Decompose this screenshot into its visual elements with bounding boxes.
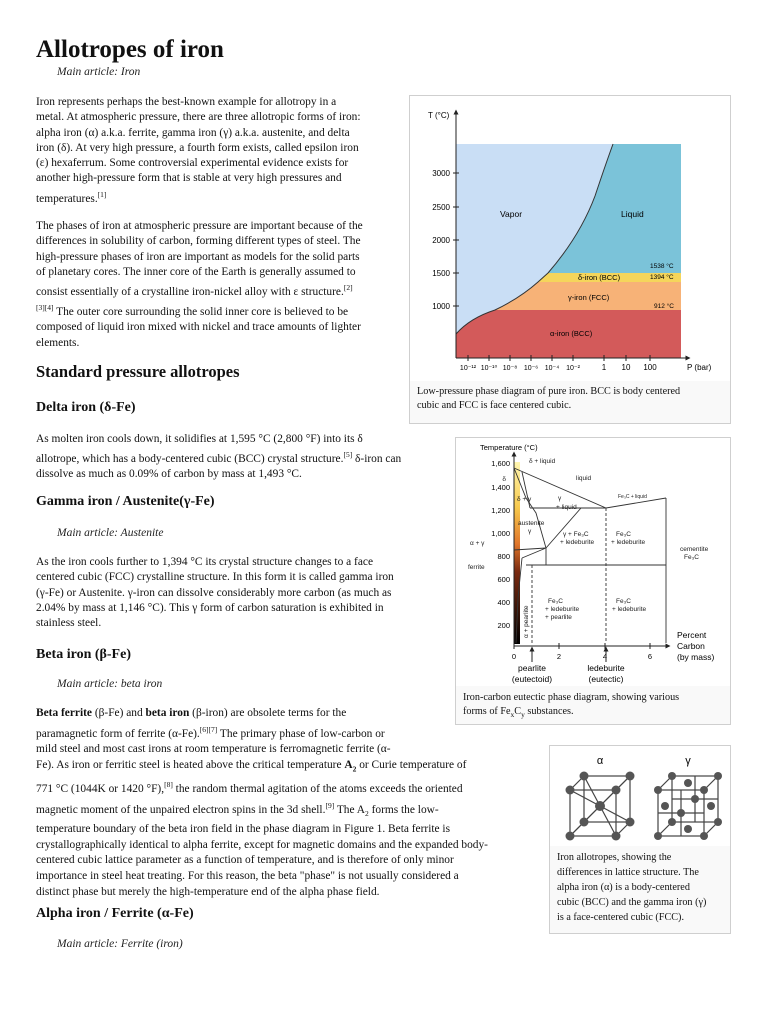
text-line: of planetary cores. The inner core of the Earth is generally assumed to bbox=[36, 265, 356, 278]
beta-paragraph bbox=[36, 706, 536, 901]
text-line: crystallographically identical to alpha ferrite, except for magnetic domains and the expanded body- bbox=[36, 838, 488, 851]
text-line: elements. bbox=[36, 336, 80, 349]
text-line: magnetic moment of the unpaired electron spins in the 3d shell. bbox=[36, 803, 326, 816]
figure-caption bbox=[463, 691, 725, 722]
austenite-label: austenite bbox=[518, 520, 545, 527]
caption-line: Iron-carbon eutectic phase diagram, showing various bbox=[463, 692, 680, 703]
reference-link[interactable]: [8] bbox=[164, 780, 173, 790]
y-tick-label: 1500 bbox=[432, 269, 450, 278]
y-tick-label: 1,200 bbox=[491, 506, 510, 515]
bold-term: Beta ferrite bbox=[36, 707, 92, 719]
alpha-lattice-label: α bbox=[596, 755, 604, 767]
delta-paragraph bbox=[36, 432, 416, 483]
alpha-heading: Alpha iron / Ferrite (α-Fe) bbox=[36, 906, 194, 921]
delta-iron-label: δ-iron (BCC) bbox=[578, 273, 621, 282]
iron-carbon-phase-diagram[interactable] bbox=[456, 438, 730, 686]
x-axis-title: Percent bbox=[677, 630, 707, 640]
y-tick-label: 200 bbox=[497, 621, 510, 630]
vapor-label: Vapor bbox=[500, 209, 523, 219]
text-line: As molten iron cools down, it solidifies at 1,595 °C (2,800 °F) into its δ bbox=[36, 433, 363, 445]
page-title: Allotropes of iron bbox=[36, 36, 224, 63]
main-article-iron[interactable]: Main article: Iron bbox=[57, 66, 141, 78]
y-tick-label: 1,000 bbox=[491, 529, 510, 538]
text-line: The phases of iron at atmospheric pressure are important because of the bbox=[36, 220, 363, 232]
y-tick-label: 1000 bbox=[432, 302, 450, 311]
text-line: (ε) hexaferrum. Some controversial experimental evidence exists for bbox=[36, 157, 349, 170]
text-line: or Curie temperature of bbox=[356, 759, 467, 772]
text-line: differences in solubility of carbon, forming different types of steel. The bbox=[36, 235, 361, 248]
beta-heading: Beta iron (β-Fe) bbox=[36, 647, 131, 662]
text-line: temperatures. bbox=[36, 192, 98, 205]
x-tick-label: 10⁻² bbox=[566, 365, 580, 372]
cementite-label: cementite bbox=[680, 546, 709, 553]
text-line: 771 °C (1044K or 1420 °F), bbox=[36, 783, 165, 796]
ledeburite-label: ledeburite bbox=[587, 663, 625, 673]
gamma-liquid-label: γ bbox=[558, 495, 562, 502]
section-heading-standard: Standard pressure allotropes bbox=[36, 362, 240, 381]
alpha-gamma-label: α + γ bbox=[470, 540, 485, 547]
fe3c-ledeburite-label: Fe₃C bbox=[616, 531, 631, 538]
figure-pure-iron-phase-diagram bbox=[409, 95, 731, 424]
text-line: metal. At atmospheric pressure, there are three allotropic forms of iron: bbox=[36, 111, 361, 124]
text-line: importance in steel heat treating. For this reason, the beta "phase" is not usually considered a bbox=[36, 870, 459, 883]
alpha-iron-label: α-iron (BCC) bbox=[550, 329, 593, 338]
gamma-lattice-label: γ bbox=[685, 755, 691, 767]
text-line: centered cubic (FCC) crystalline structure. In this form it is called gamma iron bbox=[36, 571, 394, 584]
x-tick-label: 0 bbox=[511, 652, 517, 661]
gamma-heading: Gamma iron / Austenite(γ-Fe) bbox=[36, 494, 215, 509]
fe3c-ledeburite-pearlite-label: Fe₃C bbox=[548, 598, 563, 605]
text-line: the random thermal agitation of the atoms exceeds the oriented bbox=[172, 783, 463, 796]
x-tick-label: 100 bbox=[643, 363, 657, 372]
text-line: The A bbox=[334, 803, 365, 816]
text-line: distinct phase but merely the high-temperature end of the alpha phase field. bbox=[36, 885, 380, 898]
text-line: The primary phase of low-carbon or bbox=[217, 727, 385, 740]
fe3c-ledeburite-label-lower: Fe₃C bbox=[616, 598, 631, 605]
text-line: another high-pressure form that is stable at very high pressures and bbox=[36, 172, 342, 185]
main-article-ferrite[interactable]: Main article: Ferrite (iron) bbox=[57, 938, 183, 950]
pearlite-label: pearlite bbox=[518, 663, 546, 673]
lattice-illustration[interactable] bbox=[550, 746, 730, 846]
text-line: iron (δ). At very high pressure, a fourth form exists, called epsilon iron bbox=[36, 141, 359, 154]
y-tick-label: 800 bbox=[497, 552, 510, 561]
x-tick-label: 10⁻⁸ bbox=[502, 365, 518, 372]
text-line: paramagnetic form of ferrite (α-Fe). bbox=[36, 727, 200, 740]
y-tick-label: 2000 bbox=[432, 236, 450, 245]
reference-link[interactable]: [1] bbox=[97, 189, 107, 199]
caption-line: substances. bbox=[524, 706, 574, 717]
text-line: As the iron cools further to 1,394 °C its crystal structure changes to a face bbox=[36, 556, 374, 568]
text-line: mild steel and most cast irons at room temperature is ferromagnetic ferrite (α- bbox=[36, 743, 391, 756]
gamma-paragraph bbox=[36, 555, 436, 631]
text-line: composed of liquid iron mixed with nickel and trace amounts of lighter bbox=[36, 321, 361, 334]
critical-temp-symbol: A bbox=[344, 759, 353, 772]
temp-label-1394: 1394 °C bbox=[650, 274, 674, 281]
x-tick-label: 4 bbox=[602, 652, 608, 661]
reference-link[interactable]: [6][7] bbox=[199, 724, 218, 734]
intro-paragraph-2 bbox=[36, 219, 406, 351]
reference-link[interactable]: [5] bbox=[343, 450, 353, 460]
liquid-label: Liquid bbox=[621, 209, 644, 219]
delta-heading: Delta iron (δ-Fe) bbox=[36, 400, 136, 415]
figure-caption bbox=[417, 385, 722, 413]
subscript: 2 bbox=[365, 808, 369, 818]
text-line: stainless steel. bbox=[36, 617, 102, 630]
main-article-austenite[interactable]: Main article: Austenite bbox=[57, 527, 164, 539]
y-tick-label: 1,600 bbox=[491, 459, 510, 468]
caption-line: cubic (BCC) and the gamma iron (γ) bbox=[557, 897, 707, 908]
subscript: x bbox=[510, 710, 515, 720]
x-tick-label: 10 bbox=[621, 363, 631, 372]
y-tick-label: 2500 bbox=[432, 203, 450, 212]
text-line: (β-iron) are obsolete terms for the bbox=[189, 707, 347, 719]
caption-line: is a face-centered cubic (FCC). bbox=[557, 912, 685, 923]
liquid-label: liquid bbox=[576, 475, 592, 482]
intro-paragraph-1 bbox=[36, 95, 406, 207]
subscript: y bbox=[521, 710, 525, 720]
text-line: temperature boundary of the beta iron field in the phase diagram in Figure 1. Beta ferrite is bbox=[36, 822, 451, 835]
y-axis-title: Temperature (°C) bbox=[480, 443, 538, 452]
y-axis-title: T (°C) bbox=[428, 111, 450, 120]
temp-label-912: 912 °C bbox=[654, 303, 674, 310]
y-tick-label: 1,400 bbox=[491, 483, 510, 492]
y-tick-label: 400 bbox=[497, 598, 510, 607]
x-axis-title: (by mass) bbox=[677, 652, 715, 662]
text-line: (γ-Fe) or Austenite. γ-iron can dissolve considerably more carbon (as much as bbox=[36, 586, 392, 599]
text-line: Fe). As iron or ferritic steel is heated above the critical temperature bbox=[36, 759, 345, 772]
text-line: allotrope, which has a body-centered cubic (BCC) crystal structure. bbox=[36, 453, 344, 466]
fe3c-ledeburite-label: + ledeburite bbox=[611, 539, 646, 546]
x-tick-label: 10⁻¹⁰ bbox=[480, 365, 498, 372]
y-tick-label: 3000 bbox=[432, 169, 450, 178]
text-line: consist essentially of a crystalline iron-nickel alloy with ε structure. bbox=[36, 285, 344, 298]
gamma-fe3c-label: + ledeburite bbox=[560, 539, 595, 546]
x-tick-label: 1 bbox=[601, 363, 607, 372]
text-line: alpha iron (α) a.k.a. ferrite, gamma iron (γ) a.k.a. austenite, and delta bbox=[36, 126, 350, 139]
text-line: dissolve as much as 0.09% of carbon by mass at 1,493 °C. bbox=[36, 468, 302, 481]
reference-link[interactable]: [3][4] bbox=[36, 303, 54, 313]
fe3c-liquid-label: Fe₃C + liquid bbox=[618, 494, 647, 500]
caption-line: Low-pressure phase diagram of pure iron. BCC is body centered bbox=[417, 386, 681, 397]
figure-iron-carbon-diagram bbox=[455, 437, 731, 725]
x-tick-label: 10⁻⁴ bbox=[544, 365, 560, 372]
text-line: (β-Fe) and bbox=[91, 707, 146, 719]
figure-caption bbox=[557, 850, 727, 925]
caption-line: differences in lattice structure. The bbox=[557, 867, 699, 878]
bold-term: beta iron bbox=[145, 707, 190, 719]
gamma-liquid-label: + liquid bbox=[556, 504, 577, 511]
austenite-label: γ bbox=[528, 528, 532, 535]
x-tick-label: 10⁻¹² bbox=[459, 365, 477, 372]
caption-line: forms of Fe bbox=[463, 706, 511, 717]
gamma-iron-label: γ-iron (FCC) bbox=[568, 293, 610, 302]
reference-link[interactable]: [9] bbox=[325, 800, 335, 810]
pure-iron-phase-diagram[interactable] bbox=[410, 96, 730, 381]
subscript: 2 bbox=[352, 764, 357, 774]
ferrite-label: ferrite bbox=[468, 564, 485, 571]
fe3c-ledeburite-label-lower: + ledeburite bbox=[612, 606, 647, 613]
fe3c-ledeburite-pearlite-label: + pearlite bbox=[545, 614, 572, 621]
gamma-fe3c-label: γ + Fe₃C bbox=[563, 531, 589, 538]
x-axis-title: Carbon bbox=[677, 641, 705, 651]
ledeburite-label: (eutectic) bbox=[588, 674, 624, 684]
temp-label-1538: 1538 °C bbox=[650, 263, 674, 270]
x-axis-title: P (bar) bbox=[687, 363, 712, 372]
delta-label: δ bbox=[502, 476, 506, 483]
text-line: δ-iron can bbox=[352, 453, 402, 466]
x-tick-label: 2 bbox=[556, 652, 562, 661]
caption-line: C bbox=[514, 706, 522, 717]
caption-line: Iron allotropes, showing the bbox=[557, 852, 672, 863]
text-line: 2.04% by mass at 1,146 °C). This γ form of carbon saturation is exhibited in bbox=[36, 601, 384, 614]
y-tick-label: 600 bbox=[497, 575, 510, 584]
fe3c-ledeburite-pearlite-label: + ledeburite bbox=[545, 606, 580, 613]
main-article-beta[interactable]: Main article: beta iron bbox=[57, 678, 163, 690]
alpha-pearlite-label: α + pearlite bbox=[523, 605, 530, 638]
reference-link[interactable]: [2] bbox=[343, 283, 353, 293]
caption-line: alpha iron (α) is a body-centered bbox=[557, 882, 690, 893]
text-line: Iron represents perhaps the best-known example for allotropy in a bbox=[36, 96, 337, 108]
caption-line: cubic and FCC is face centered cubic. bbox=[417, 400, 572, 411]
x-tick-label: 10⁻⁶ bbox=[523, 365, 539, 372]
figure-lattice-structures bbox=[549, 745, 731, 934]
delta-liquid-label: δ + liquid bbox=[529, 458, 556, 465]
pearlite-label: (eutectoid) bbox=[511, 674, 553, 684]
cementite-label: Fe₃C bbox=[684, 554, 699, 561]
text-line: forms the low- bbox=[368, 803, 439, 816]
text-line: The outer core surrounding the solid inner core is believed to be bbox=[53, 306, 349, 319]
x-tick-label: 6 bbox=[647, 652, 653, 661]
delta-gamma-label: δ + γ bbox=[517, 496, 532, 503]
text-line: high-pressure phases of iron are important as models for the solid parts bbox=[36, 250, 360, 263]
text-line: centered cubic lattice parameter as a function of temperature, and is therefore of only minor bbox=[36, 854, 454, 867]
